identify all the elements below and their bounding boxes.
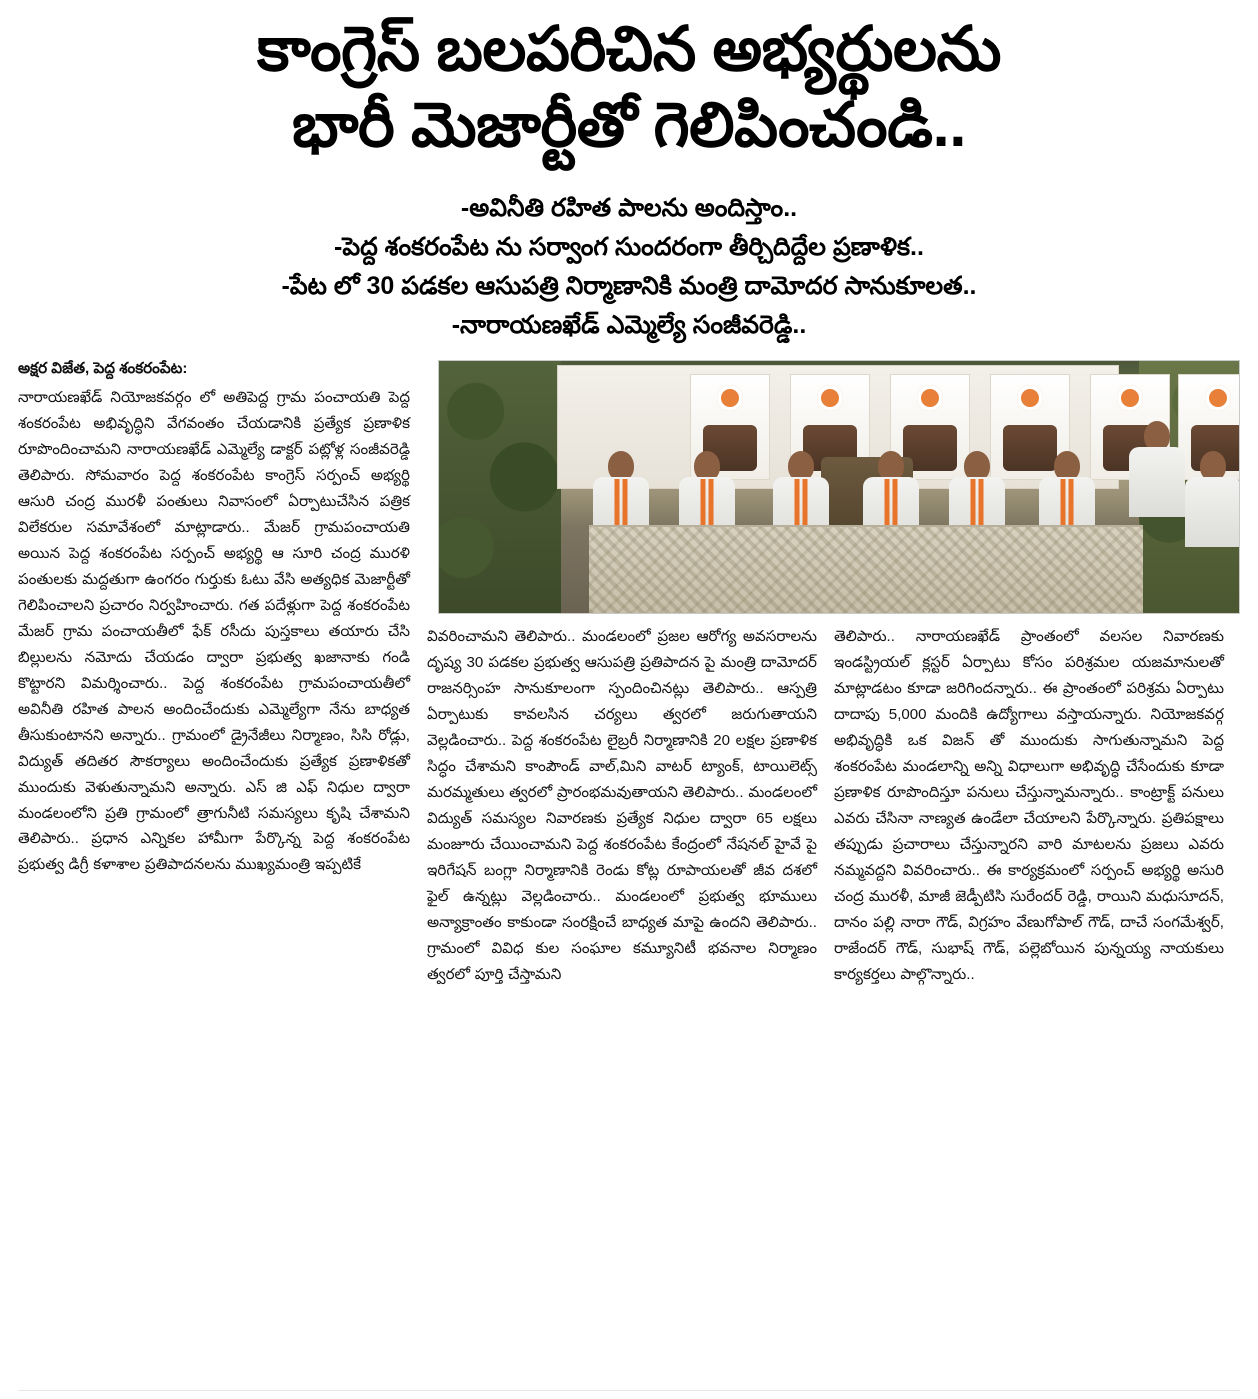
byline: అక్షర విజేత, పెద్ద శంకరంపేట: <box>18 360 188 378</box>
table-cloth <box>589 525 1143 613</box>
foliage-left <box>439 361 561 613</box>
standing-person <box>1125 421 1189 517</box>
newspaper-article-page <box>0 12 1258 1399</box>
column-2-text: వివరించామని తెలిపారు.. మండలంలో ప్రజల ఆరోగ్య అవసరాలను దృష్య 30 పడకల ప్రభుత్వ ఆసుపత్రి ప్రతిపాదన పై మంత్రి దామోదర్ రాజనర్సింహ సానుకూలంగా స్పందించినట్లు తెలిపారు.. ఆస్పత్రి ఏర్పాటుకు కావలసిన చర్యలు త్వరలో జరుగుతాయని వెల్లడించారు.. పెద్ద శంకరంపేట లైబ్రరీ నిర్మాణానికి 20 లక్షల ప్రణాళిక సిద్ధం చేశామని కాంపౌండ్ వాల్,మిని వాటర్ ట్యాంక్, టాయిలెట్స్ మరమ్మతులు త్వరలో ప్రారంభమవుతాయని తెలిపారు.. మండలంలో విద్యుత్ సమస్యల నివారణకు ప్రత్యేక నిధుల ద్వారా 65 లక్షలు మంజూరు చేయించామని పెద్ద శంకరంపేట కేంద్రంలో నేషనల్ హైవే పై ఇరిగేషన్ బంగ్లా నిర్మాణానికి రెండు కోట్ల రూపాయలతో జీవ దశలో ఫైల్ ఉన్నట్లు వెల్లడించారు.. మండలంలో ప్రభుత్వ భూములు అన్యాక్రాంతం కాకుండా సంరక్షించే బాధ్యత మాపై ఉందని తెలిపారు.. గ్రామంలో వివిధ కుల సంఘాల కమ్యూనిటీ భవనాల నిర్మాణం త్వరలో పూర్తి చేస్తామని <box>427 628 817 983</box>
headline-line-1: కాంగ్రెస్ బలపరిచిన అభ్యర్థులను <box>257 15 1001 84</box>
subhead-item-3: -పేట లో 30 పడకల ఆసుపత్రి నిర్మాణానికి మంత్రి దామోదర సానుకూలత.. <box>281 271 977 300</box>
photo-scene <box>439 361 1239 613</box>
press-meet-photo <box>438 360 1240 614</box>
article-headline <box>18 12 1240 163</box>
column-1-text: నారాయణఖేడ్ నియోజకవర్గం లో అతిపెద్ద గ్రామ పంచాయతి పెద్ద శంకరంపేట అభివృద్ధిని వేగవంతం చేయడానికి ప్రత్యేక ప్రణాళిక రూపొందించామని నారాయణఖేడ్ ఎమ్మెల్యే డాక్టర్ పట్లోళ్ల సంజీవరెడ్డి తెలిపారు. సోమవారం పెద్ద శంకరంపేట కాంగ్రెస్ సర్పంచ్ అభ్యర్థి ఆసురి చంద్ర మురళీ పంతులు నివాసంలో ఏర్పాటుచేసిన పత్రిక విలేకరుల సమావేశంలో మాట్లాడారు.. మేజర్ గ్రామపంచాయతి అయిన పెద్ద శంకరంపేట సర్పంచ్ అభ్యర్థి ఆ సూరి చంద్ర మురళి పంతులకు మద్దతుగా ఉంగరం గుర్తుకు ఓటు వేసి అత్యధిక మెజార్టీతో గెలిపించాలని ప్రచారం నిర్వహించారు. గత పదేళ్లుగా పెద్ద శంకరంపేట మేజర్ గ్రామ పంచాయతీలో ఫేక్ రసీదు పుస్తకాలు తయారు చేసి బిల్లులను నమోదు చేయడం ద్వారా ప్రభుత్వ ఖజానాకు గండి కొట్టారని విమర్శించారు.. పెద్ద శంకరంపేట గ్రామపంచాయతీలో అవినీతి రహిత పాలన అందించేందుకు ఎమ్మెల్యేగా నేను బాధ్యత తీసుకుంటానని అన్నారు.. గ్రామంలో డ్రైనేజీలు నిర్మాణం, సిసి రోడ్లు, విద్యుత్ తదితర సౌకర్యాలు అందించేందుకు ప్రత్యేక ప్రణాళికతో ముందుకు వెళుతున్నామని అన్నారు. ఎస్ జి ఎఫ్ నిధుల ద్వారా మండలంలోని ప్రతి గ్రామంలో త్రాగునీటి సమస్యలు కృషి చేశామని తెలిపారు.. ప్రధాన ఎన్నికల హామీగా పేర్కొన్న పెద్ద శంకరంపేట ప్రభుత్వ డిగ్రీ కళాశాల ప్రతిపాదనలను ముఖ్యమంత్రి ఇప్పటికే <box>18 389 410 874</box>
standing-person <box>1181 451 1240 547</box>
column-3-text: తెలిపారు.. నారాయణఖేడ్ ప్రాంతంలో వలసల నివారణకు ఇండస్ట్రియల్ క్లస్టర్ ఏర్పాటు కోసం పరిశ్రమల యజమానులతో మాట్లాడటం కూడా జరిగిందన్నారు.. ఈ ప్రాంతంలో పరిశ్రమ ఏర్పాటు దాదాపు 5,000 మందికి ఉద్యోగాలు వస్తాయన్నారు. నియోజకవర్గ అభివృద్ధికి ఒక విజన్ తో ముందుకు సాగుతున్నామని పెద్ద శంకరంపేట మండలాన్ని అన్ని విధాలుగా అభివృద్ధి చేసేందుకు కూడా ప్రణాళిక రూపొందిస్తూ పనులు చేస్తున్నామన్నారు.. కాంట్రాక్ట్ పనులు ఎవరు చేసినా నాణ్యత ఉండేలా చేయాలని పేర్కొన్నారు. ప్రతిపక్షాలు తప్పుడు ప్రచారాలు చేస్తున్నారని వారి మాటలను ప్రజలు ఎవరు నమ్మవద్దని వివరించారు.. ఈ కార్యక్రమంలో సర్పంచ్ అభ్యర్థి అసురి చంద్ర మురళీ, మాజీ జెడ్పీటిసి సురేందర్ రెడ్డి, రాయిని మధుసూదన్, దానం పల్లి నారా గౌడ్, విగ్రహం వేణుగోపాల్ గౌడ్, దాచే సంగమేశ్వర్, రాజేందర్ గౌడ్, సుభాష్ గౌడ్, పల్లెబోయిన పున్నయ్య నాయకులు కార్యకర్తలు పాల్గొన్నారు.. <box>834 628 1224 983</box>
subhead-list <box>18 189 1240 344</box>
article-column-1 <box>18 360 410 878</box>
subhead-item-2: -పెద్ద శంకరంపేట ను సర్వాంగ సుందరంగా తీర్చిదిద్దేల ప్రణాళిక.. <box>334 233 924 261</box>
subhead-item-4: -నారాయణఖేడ్ ఎమ్మెల్యే సంజీవరెడ్డి.. <box>451 310 807 339</box>
article-body <box>18 360 1240 987</box>
headline-line-2: భారీ మెజార్టీతో గెలిపించండి.. <box>292 90 966 160</box>
footer-divider <box>18 1390 1240 1391</box>
subhead-item-1: -అవినీతి రహిత పాలను అందిస్తాం.. <box>460 194 798 223</box>
